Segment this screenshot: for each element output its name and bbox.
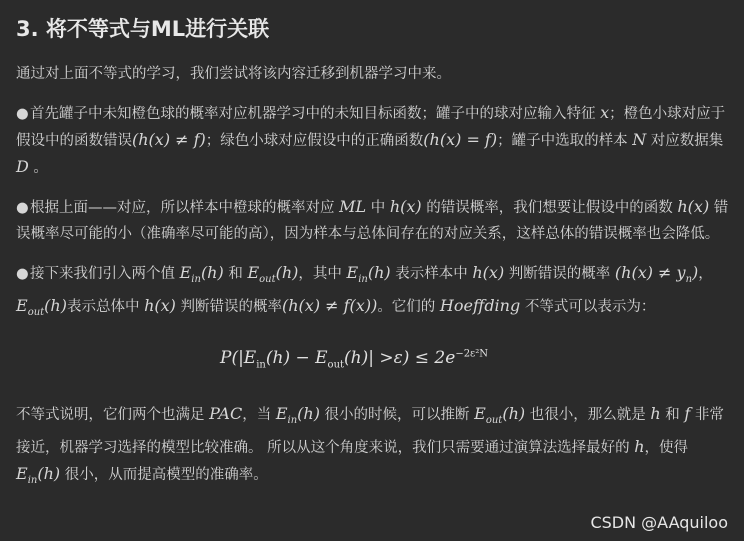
- math-hx: h(x): [677, 197, 710, 216]
- bullet-dot: ●: [16, 200, 29, 216]
- text: 。它们的: [377, 299, 440, 316]
- intro-paragraph: 通过对上面不等式的学习，我们尝试将该内容迁移到机器学习中来。: [16, 66, 451, 82]
- text: ；橙色小球对应于假设中的函数错误: [16, 106, 726, 149]
- article-content: [16, 14, 732, 494]
- section-heading: 3. 将不等式与ML进行关联: [16, 17, 270, 41]
- math-f: f: [684, 403, 691, 423]
- math-h-neq-f: (h(x) ≠ f): [132, 130, 206, 149]
- math-ml: ML: [339, 197, 367, 216]
- math-hoeffding: Hoeffding: [439, 296, 521, 316]
- text: 和: [223, 266, 248, 282]
- text: 接下来我们引入两个值: [30, 266, 180, 282]
- text: 很小的时候，可以推断: [319, 406, 475, 423]
- math-hx: h(x): [144, 296, 176, 316]
- text: 不等式说明，它们两个也满足: [16, 406, 210, 423]
- text: 错误概率尽可能的小（准确率尽可能的高），因为样本与总体间存在的对应关系，这样总体的错误概率也会降低。: [16, 200, 729, 242]
- math-h-eq-f: (h(x) = f): [423, 130, 498, 149]
- text: 表示总体中: [66, 299, 145, 316]
- math-h: h: [634, 436, 645, 456]
- math-ein: $E_{in}(h)$: [16, 463, 61, 487]
- text: 非常接近，机器学习选择的模型比较准确。 所以从这个角度来说，我们只需要通过演算法选择最好的: [16, 406, 724, 456]
- math-ein: $E_{in}(h)$: [275, 403, 320, 426]
- math-eout: $E_{out}(h)$: [16, 296, 67, 319]
- text: 根据上面——对应，所以样本中橙球的概率对应: [30, 200, 340, 216]
- math-h-neq-yn: $(h(x) \ne y_n)$: [614, 263, 699, 286]
- math-h: h: [650, 403, 661, 423]
- math-eout: $E_{out}(h)$: [247, 263, 299, 286]
- math-hx: h(x): [472, 263, 505, 282]
- text: ；绿色小球对应假设中的正确函数: [205, 133, 424, 149]
- math-n: N: [632, 130, 647, 149]
- text: 判断错误的概率: [504, 266, 615, 282]
- text: 不等式可以表示为：: [520, 299, 656, 316]
- paragraph-conclusion: [16, 401, 732, 494]
- math-ein: $E_{in}(h)$: [179, 263, 224, 286]
- text: 首先罐子中未知橙色球的概率对应机器学习中的未知目标函数；罐子中的球对应输入特征: [30, 106, 601, 122]
- text: 很小，从而提高模型的准确率。: [60, 466, 268, 483]
- math-ein: $E_{in}(h)$: [346, 263, 391, 286]
- paragraph-target-function: [16, 100, 732, 181]
- text: 也很小，那么就是: [525, 406, 651, 423]
- hoeffding-formula: $P(|E_{in}(h) - E_{out}(h)| >\varepsilon) \le 2e^{-2\varepsilon^2N}$: [220, 348, 488, 371]
- math-d: D: [16, 157, 29, 176]
- text: 中: [366, 200, 390, 216]
- text: 判断错误的概率: [175, 299, 282, 316]
- text: 对应数据集: [646, 133, 724, 149]
- text: 和: [660, 406, 685, 423]
- bullet-dot: ●: [16, 266, 29, 282]
- math-x: x: [600, 103, 610, 122]
- csdn-watermark: CSDN @AAquiloo: [590, 513, 728, 532]
- text: 表示样本中: [390, 266, 473, 282]
- bullet-dot: ●: [16, 106, 29, 122]
- text: 的错误概率，我们想要让假设中的函数: [421, 200, 678, 216]
- math-h-neq-fx: (h(x) ≠ f(x)): [282, 296, 378, 316]
- text: ，其中: [298, 266, 347, 282]
- math-eout: $E_{out}(h)$: [474, 403, 526, 426]
- math-hx: h(x): [389, 197, 422, 216]
- paragraph-error-probability: [16, 194, 732, 247]
- text: 。: [28, 160, 48, 176]
- text: ；罐子中选取的样本: [497, 133, 633, 149]
- paragraph-ein-eout: [16, 260, 732, 326]
- math-pac: PAC: [209, 403, 243, 423]
- text: ，: [698, 266, 713, 282]
- text: ，当: [242, 406, 276, 423]
- text: ，使得: [644, 439, 689, 456]
